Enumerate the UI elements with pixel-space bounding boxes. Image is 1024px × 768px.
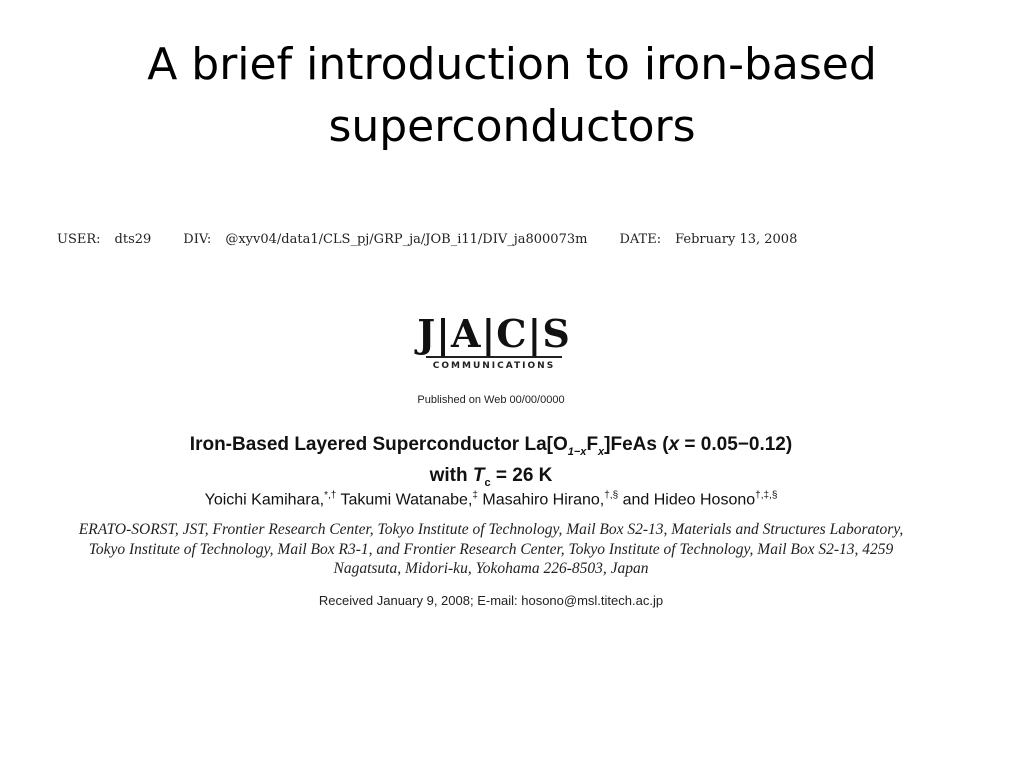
title-text-3: ]FeAs (: [604, 434, 669, 455]
author-name: Takumi Watanabe,: [336, 491, 473, 509]
author-marks: ‡: [472, 490, 478, 501]
title-text-1: Iron-Based Layered Superconductor La[O: [189, 434, 568, 455]
title-tc: T: [472, 464, 485, 486]
user-label: USER:: [57, 232, 101, 247]
user-value: dts29: [114, 232, 152, 247]
author-marks: †,§: [604, 490, 619, 501]
slide-title-line-1: A brief introduction to iron-based: [147, 39, 877, 90]
author-name: and Hideo Hosono: [618, 491, 756, 509]
author-marks: †,‡,§: [755, 490, 778, 501]
jacs-logo-mark: J|A|C|S: [417, 311, 571, 356]
jacs-logo-rule: [426, 356, 562, 358]
published-date: Published on Web 00/00/0000: [417, 394, 565, 406]
div-value: @xyv04/data1/CLS_pj/GRP_ja/JOB_i11/DIV_ja800073m: [225, 232, 588, 247]
slide-title-line-2: superconductors: [328, 101, 696, 152]
manuscript-header: [57, 232, 797, 247]
slide-title: [0, 34, 1024, 158]
affiliation: ERATO-SORST, JST, Frontier Research Center, Tokyo Institute of Technology, Mail Box S2-13, Materials and Structures Laboratory, Tokyo Institute of Technology, Mail Box R3-1, and Frontier Research Center, Tokyo Institute of Technology, Mail Box S2-13, 4259 Nagatsuta, Midori-ku, Yokohama 226-8503, Japan: [78, 521, 904, 577]
authors: [0, 490, 982, 509]
title-x: x: [668, 434, 680, 455]
title-text-4: = 0.05−0.12): [679, 434, 793, 455]
author-marks: *,†: [324, 490, 337, 501]
article-title-line-1: [0, 433, 982, 464]
div-label: DIV:: [183, 232, 212, 247]
title-with: with: [429, 464, 473, 486]
date-value: February 13, 2008: [675, 232, 798, 247]
author-name: Yoichi Kamihara,: [204, 491, 325, 509]
title-sub-2: x: [598, 445, 605, 458]
jacs-logo: [414, 312, 574, 371]
received-and-email: Received January 9, 2008; E-mail: hosono@msl.titech.ac.jp: [318, 593, 664, 608]
title-tc-sub: c: [484, 476, 491, 489]
author-name: Masahiro Hirano,: [477, 491, 605, 509]
title-sub-1: 1−x: [567, 445, 587, 458]
article-title: [0, 433, 982, 495]
jacs-logo-subtitle: COMMUNICATIONS: [432, 361, 556, 371]
date-label: DATE:: [619, 232, 662, 247]
title-tc-value: = 26 K: [490, 464, 553, 486]
title-text-2: F: [586, 434, 599, 455]
